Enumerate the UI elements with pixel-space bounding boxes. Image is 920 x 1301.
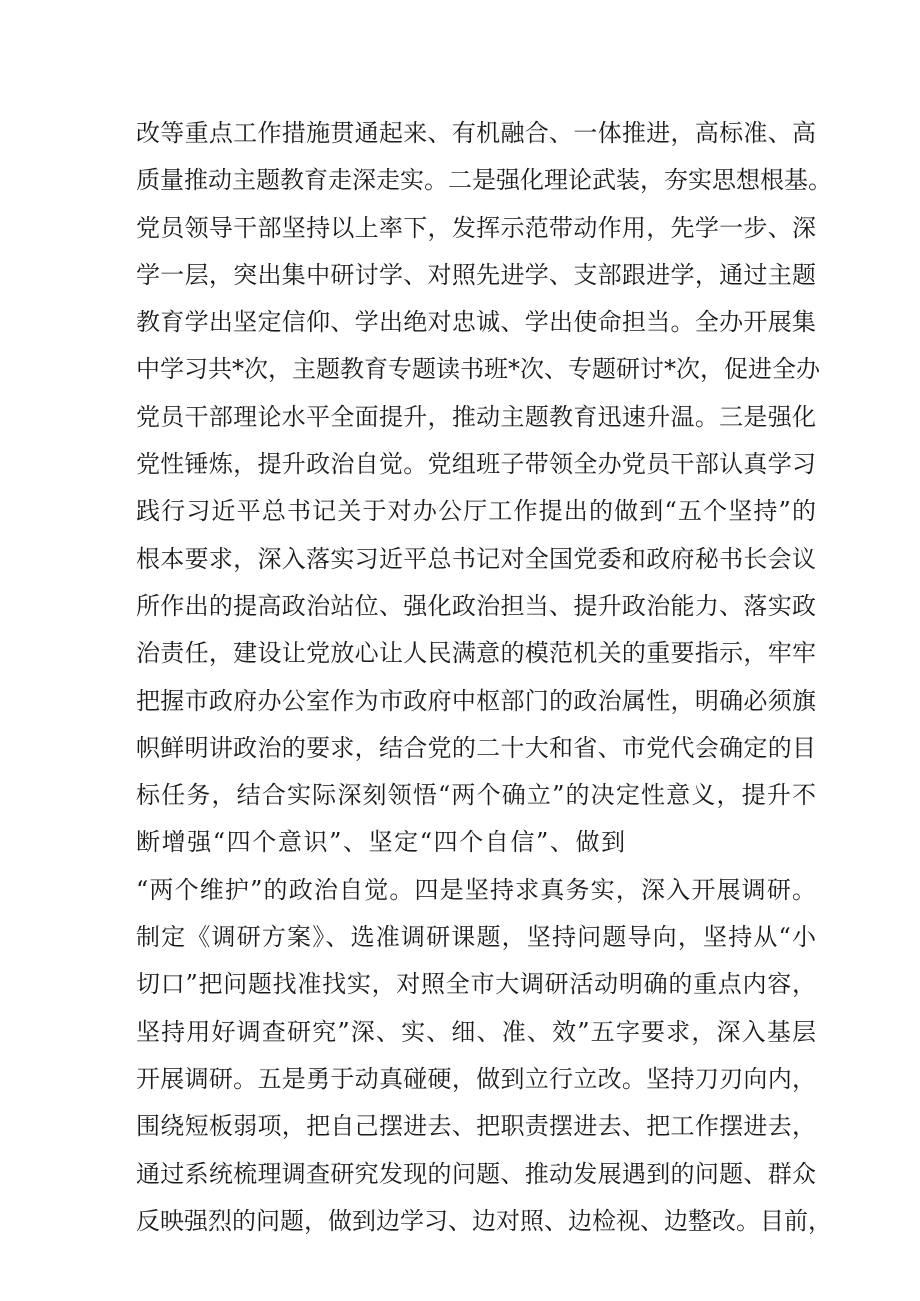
text-line: 改等重点工作措施贯通起来、有机融合、一体推进，高标准、高 <box>136 119 816 147</box>
text-line: 党员领导干部坚持以上率下，发挥示范带动作用，先学一步、深 <box>136 213 816 242</box>
text-line: 质量推动主题教育走深走实。二是强化理论武装，夯实思想根基。 <box>136 166 832 195</box>
text-line: 根本要求，深入落实习近平总书记对全国党委和政府秘书长会议 <box>136 544 816 573</box>
text-line: 通过系统梳理调查研究发现的问题、推动发展遇到的问题、群众 <box>136 1159 816 1188</box>
text-line: 教育学出坚定信仰、学出绝对忠诚、学出使命担当。全办开展集 <box>136 308 816 337</box>
text-line: “两个维护”的政治自觉。四是坚持求真务实，深入开展调研。 <box>136 875 816 904</box>
body-text <box>136 110 832 1245</box>
text-line: 围绕短板弱项，把自己摆进去、把职责摆进去、把工作摆进去， <box>136 1112 816 1141</box>
text-line: 切口”把问题找准找实，对照全市大调研活动明确的重点内容， <box>136 970 816 999</box>
text-line: 中学习共*次，主题教育专题读书班*次、专题研讨*次，促进全办 <box>136 355 820 384</box>
text-line: 断增强“四个意识”、坚定“四个自信”、做到 <box>136 828 627 857</box>
text-line: 标任务，结合实际深刻领悟“两个确立”的决定性意义，提升不 <box>136 781 816 810</box>
text-line: 所作出的提高政治站位、强化政治担当、提升政治能力、落实政 <box>136 591 816 620</box>
text-line: 坚持用好调查研究”深、实、细、准、效”五字要求，深入基层 <box>136 1017 816 1046</box>
text-line: 党性锤炼，提升政治自觉。党组班子带领全办党员干部认真学习 <box>136 450 816 479</box>
text-line: 治责任，建设让党放心让人民满意的模范机关的重要指示，牢牢 <box>136 639 816 668</box>
text-line: 践行习近平总书记关于对办公厅工作提出的做到“五个坚持”的 <box>136 497 816 526</box>
text-line: 学一层，突出集中研讨学、对照先进学、支部跟进学，通过主题 <box>136 260 816 289</box>
text-line: 党员干部理论水平全面提升，推动主题教育迅速升温。三是强化 <box>136 402 816 431</box>
text-line: 帜鲜明讲政治的要求，结合党的二十大和省、市党代会确定的目 <box>136 733 816 762</box>
text-line: 反映强烈的问题，做到边学习、边对照、边检视、边整改。目前， <box>136 1206 832 1235</box>
text-line: 制定《调研方案》、选准调研课题，坚持问题导向，坚持从“小 <box>136 923 816 952</box>
text-line: 把握市政府办公室作为市政府中枢部门的政治属性，明确必须旗 <box>136 686 816 715</box>
text-line: 开展调研。五是勇于动真碰硬，做到立行立改。坚持刀刃向内， <box>136 1064 816 1093</box>
